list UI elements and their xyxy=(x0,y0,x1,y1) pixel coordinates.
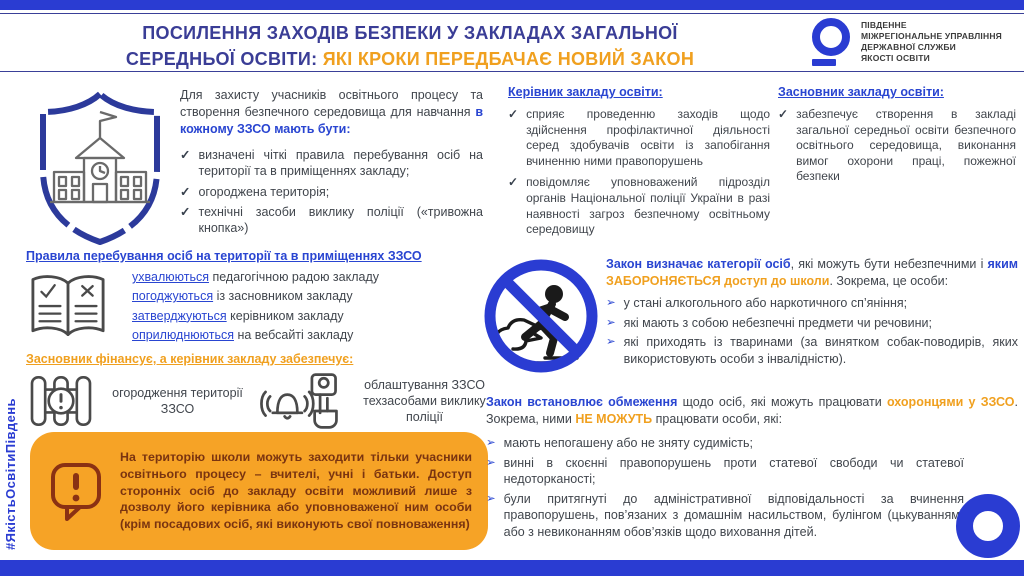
shield-school-icon xyxy=(24,86,176,248)
intro-paragraph: Для захисту учасників освітнього процесу та створення безпечного середовища для навчання в кожному ЗЗСО мають бути: xyxy=(180,88,483,136)
title-line2-orange: ЯКІ КРОКИ ПЕРЕДБАЧАЄ НОВИЙ ЗАКОН xyxy=(322,49,695,70)
list-item: ✓ забезпечує створення в закладі загальної середньої освіти безпечного освітнього середовища, виконання вимог охорони праці, пожежної безпеки xyxy=(778,107,1016,184)
list-item: ✓ сприяє проведенню заходів щодо здійснення профілактичної діяльності серед здобувачів освіти із запобігання вчиненню ними правопорушень xyxy=(508,107,770,168)
check-icon: ✓ xyxy=(778,107,789,121)
notice-box xyxy=(30,432,488,550)
arrow-bullet-icon: ➢ xyxy=(486,437,496,449)
book-check-icon xyxy=(26,270,110,344)
alarm-button-icon xyxy=(259,371,343,431)
organization-logo xyxy=(812,18,1002,66)
list-item: затверджуються керівником закладу xyxy=(132,308,344,323)
arrow-bullet-icon: ➢ xyxy=(606,316,616,329)
guard-paragraph: Закон встановлює обмеження щодо осіб, які можуть працювати охоронцями у ЗЗСО. Зокрема, ними НЕ МОЖУТЬ працювати особи, які: xyxy=(486,395,1018,426)
list-item: ➢ мають непогашену або не зняту судимість; xyxy=(486,436,753,450)
rules-steps xyxy=(132,268,379,346)
fence-icon xyxy=(26,372,96,430)
founder-duty-section xyxy=(778,85,1016,191)
intro-bullet-list xyxy=(180,147,483,236)
check-icon: ✓ xyxy=(180,148,191,162)
ban-paragraph: Закон визначає категорії осіб, які можуть бути небезпечними і яким ЗАБОРОНЯЄТЬСЯ доступ до школи. Зокрема, це особи: xyxy=(606,257,1018,288)
title-line2-blue: СЕРЕДНЬОЇ ОСВІТИ: xyxy=(125,49,323,70)
arrow-bullet-icon: ➢ xyxy=(606,297,616,309)
founder-item-label: облаштування ЗЗСО техзасобами виклику поліції xyxy=(363,377,486,425)
list-item: ухвалюються педагогічною радою закладу xyxy=(132,270,380,284)
check-icon: ✓ xyxy=(180,204,191,219)
principal-section xyxy=(508,85,770,244)
page-title xyxy=(20,20,800,72)
check-icon: ✓ xyxy=(508,107,519,121)
notice-text: На територію школи можуть заходити тільки учасники освітнього процесу – вчителі, учні і батьки. Доступ сторонніх осіб до закладу освіти можливий лише з дозволу його керівника або уповноваженої ним особи (крім посадових осіб, які виконують свої повноваження) xyxy=(120,449,472,532)
list-item: ➢ які мають з собою небезпечні предмети чи речовини; xyxy=(606,315,933,330)
guard-section xyxy=(486,394,1018,543)
bottom-border-bar xyxy=(0,560,1024,576)
list-item: ✓ огороджена територія; xyxy=(180,184,330,199)
list-item: ✓ визначені чіткі правила перебування осіб на території та в приміщеннях закладу; xyxy=(180,148,483,179)
check-icon: ✓ xyxy=(180,184,191,199)
founder-section xyxy=(26,352,494,431)
quality-service-logo-icon xyxy=(812,18,850,66)
arrow-bullet-icon: ➢ xyxy=(486,456,496,469)
list-item: погоджуються із засновником закладу xyxy=(132,289,353,304)
founder-heading: Засновник фінансує, а керівник закладу забезпечує: xyxy=(26,352,354,366)
list-item: ➢ винні в скоєнні правопорушень проти статевої свободи чи статевої недоторканості; xyxy=(486,455,964,486)
founder-item-label: огородження території ЗЗСО xyxy=(112,385,243,416)
list-item: ✓ технічні засоби виклику поліції («тривожна кнопка») xyxy=(180,204,483,235)
intro-section xyxy=(180,87,483,240)
organization-name: ПІВДЕННЕ МІЖРЕГІОНАЛЬНЕ УПРАВЛІННЯ ДЕРЖАВНОЇ СЛУЖБИ ЯКОСТІ ОСВІТИ xyxy=(861,19,1002,64)
header xyxy=(0,13,1024,72)
principal-heading: Керівник закладу освіти: xyxy=(508,85,663,99)
founder-duty-heading: Засновник закладу освіти: xyxy=(778,85,944,99)
top-border-bar xyxy=(0,0,1024,10)
title-line1: ПОСИЛЕННЯ ЗАХОДІВ БЕЗПЕКИ У ЗАКЛАДАХ ЗАГАЛЬНОЇ xyxy=(142,23,678,43)
arrow-bullet-icon: ➢ xyxy=(606,336,616,348)
big-ring-logo-icon xyxy=(956,494,1020,558)
list-item: ➢ були притягнуті до адміністративної відповідальності за вчинення правопорушень, пов’язаних з домашнім насильством, булінгом (цькуванням) або з невиконанням обов’язків щодо виховання дітей. xyxy=(486,491,964,539)
list-item: ➢ які приходять із тваринами (за винятком собак-поводирів, яких використовують особи з інвалідністю). xyxy=(606,335,1018,366)
rules-section xyxy=(26,249,488,346)
list-item: ✓ повідомляє уповноважений підрозділ органів Національної поліції України в разі наявності загроз безпечному освітньому середовищу xyxy=(508,175,770,237)
check-icon: ✓ xyxy=(508,175,519,190)
ban-section xyxy=(606,256,1018,370)
list-item: ➢ у стані алкогольного або наркотичного сп’яніння; xyxy=(606,296,908,310)
arrow-bullet-icon: ➢ xyxy=(486,492,496,505)
no-entry-dog-icon xyxy=(479,254,603,378)
list-item: оприлюднюються на вебсайті закладу xyxy=(132,328,354,343)
rules-heading: Правила перебування осіб на території та в приміщеннях ЗЗСО xyxy=(26,249,422,263)
exclamation-bubble-icon xyxy=(48,460,106,522)
hashtag-watermark: #ЯкістьОсвітиПівдень xyxy=(3,398,18,550)
